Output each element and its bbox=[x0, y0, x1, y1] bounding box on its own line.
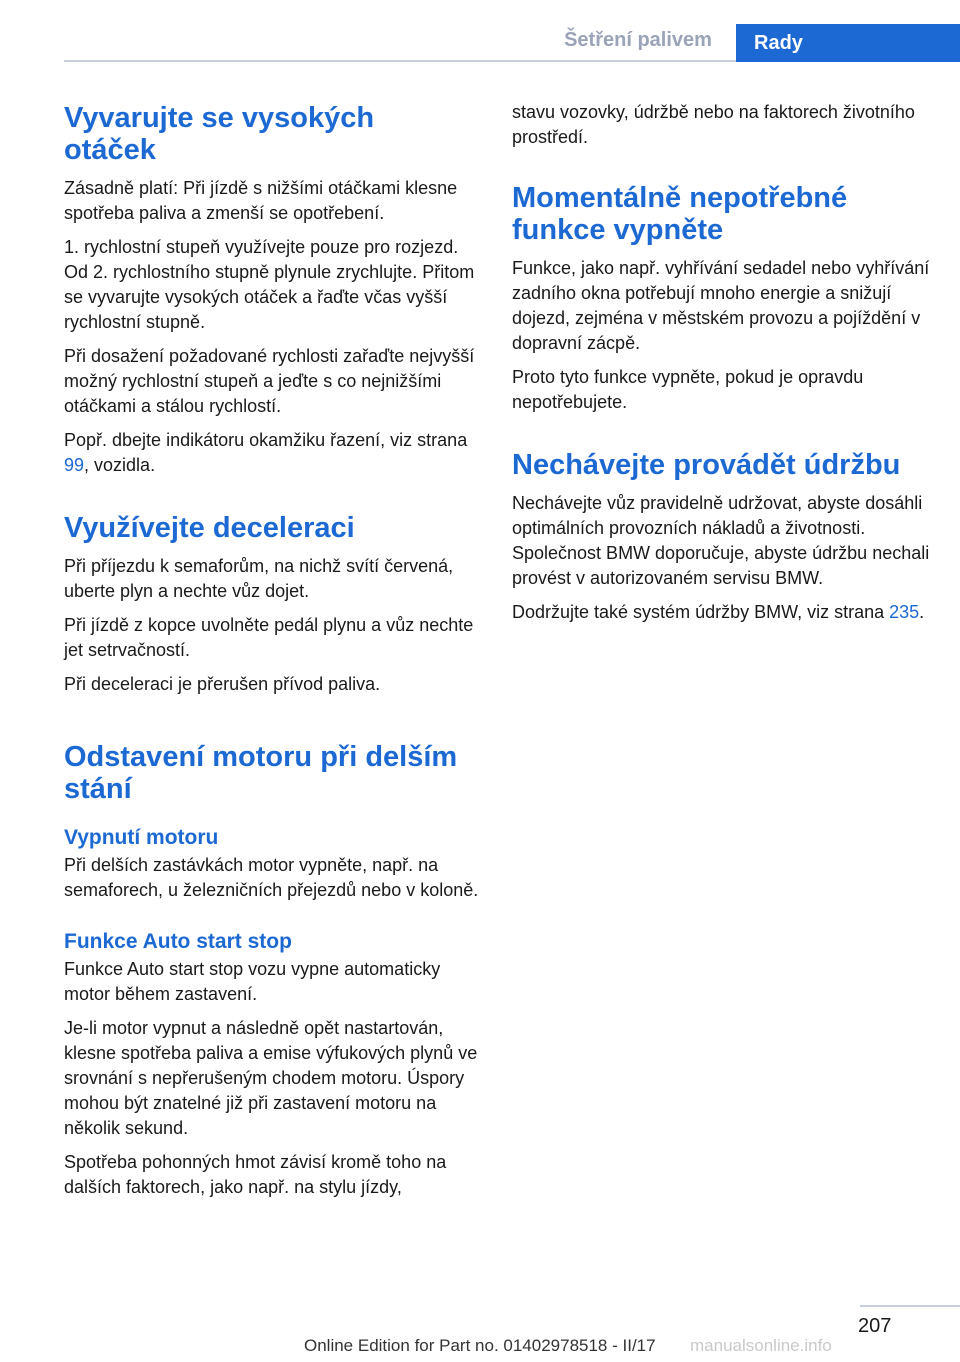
paragraph: stavu vozovky, údržbě nebo na faktorech životního prostředí. bbox=[512, 102, 915, 147]
paragraph: Nechávejte vůz pravidelně udržovat, abyste dosáhli optimálních provozních nákladů a životnosti. Společnost BMW doporučuje, abyste údržbu nechali provést v autorizovaném servisu BMW. bbox=[512, 493, 930, 588]
paragraph: 1. rychlostní stupeň využívejte pouze pro rozjezd. Od 2. rychlostního stupně plynule zrychlujte. Přitom se vyvarujte vysokých otáček a řaďte včas vyšší rychlostní stupně. bbox=[64, 237, 475, 332]
paragraph: Funkce, jako např. vyhřívání sedadel nebo vyhřívání zadního okna potřebují mnoho energie a snižují dojezd, zejména v městském provozu a pojíždění v dopravní zácpě. bbox=[512, 258, 930, 353]
left-column bbox=[64, 100, 484, 1209]
paragraph: Při jízdě z kopce uvolněte pedál plynu a vůz nechte jet setrvačností. bbox=[64, 615, 474, 660]
edition-footer: Online Edition for Part no. 01402978518 - II/17 bbox=[304, 1336, 656, 1355]
paragraph: Při dosažení požadované rychlosti zařaďte nejvyšší možný rychlostní stupeň a jeďte s co nejnižšími otáčkami a stálou rychlostí. bbox=[64, 346, 475, 416]
heading-avoid-high-rpm: Vyvarujte se vysokých otáček bbox=[64, 102, 375, 166]
paragraph-maintenance-system bbox=[512, 600, 932, 625]
paragraph: Při deceleraci je přerušen přívod paliva. bbox=[64, 674, 381, 694]
header-section-title: Šetření palivem bbox=[564, 29, 712, 51]
paragraph-shift-indicator bbox=[64, 428, 484, 478]
heading-use-deceleration: Využívejte deceleraci bbox=[64, 512, 355, 544]
subheading-switch-off-engine: Vypnutí motoru bbox=[64, 826, 219, 849]
heading-maintenance: Nechávejte provádět údržbu bbox=[512, 449, 901, 481]
page-reference-link[interactable]: 99 bbox=[64, 455, 85, 475]
right-column bbox=[512, 100, 932, 634]
text: . bbox=[919, 602, 925, 622]
header-chapter-tab: Rady bbox=[736, 24, 960, 62]
paragraph: Proto tyto funkce vypněte, pokud je opravdu nepotřebujete. bbox=[512, 367, 864, 412]
page-number: 207 bbox=[858, 1315, 892, 1337]
paragraph: Spotřeba pohonných hmot závisí kromě toho na dalších faktorech, jako např. na stylu jízdy, bbox=[64, 1152, 447, 1197]
paragraph: Při příjezdu k semaforům, na nichž svítí červená, uberte plyn a nechte vůz dojet. bbox=[64, 556, 454, 601]
paragraph: Funkce Auto start stop vozu vypne automaticky motor během zastavení. bbox=[64, 959, 441, 1004]
watermark: manualsonline.info bbox=[690, 1336, 832, 1355]
paragraph: Při delších zastávkách motor vypněte, např. na semaforech, u železničních přejezdů nebo v koloně. bbox=[64, 855, 479, 900]
paragraph: Je-li motor vypnut a následně opět nastartován, klesne spotřeba paliva a emise výfukových plynů ve srovnání s nepřerušeným chodem motoru. Úspory mohou být znatelné již při zastavení motoru na několik sekund. bbox=[64, 1018, 478, 1138]
text: , vozidla. bbox=[84, 455, 156, 475]
page-reference-link[interactable]: 235 bbox=[889, 602, 920, 622]
text: Popř. dbejte indikátoru okamžiku řazení, viz strana bbox=[64, 430, 468, 450]
subheading-auto-start-stop: Funkce Auto start stop bbox=[64, 930, 292, 953]
text: Dodržujte také systém údržby BMW, viz strana bbox=[512, 602, 890, 622]
footer-rule bbox=[860, 1305, 960, 1307]
heading-switch-off-functions: Momentálně nepotřebné funkce vypněte bbox=[512, 182, 848, 246]
heading-engine-off-long-stops: Odstavení motoru při delším stání bbox=[64, 741, 458, 805]
paragraph: Zásadně platí: Při jízdě s nižšími otáčkami klesne spotřeba paliva a zmenší se opotřebení. bbox=[64, 178, 458, 223]
